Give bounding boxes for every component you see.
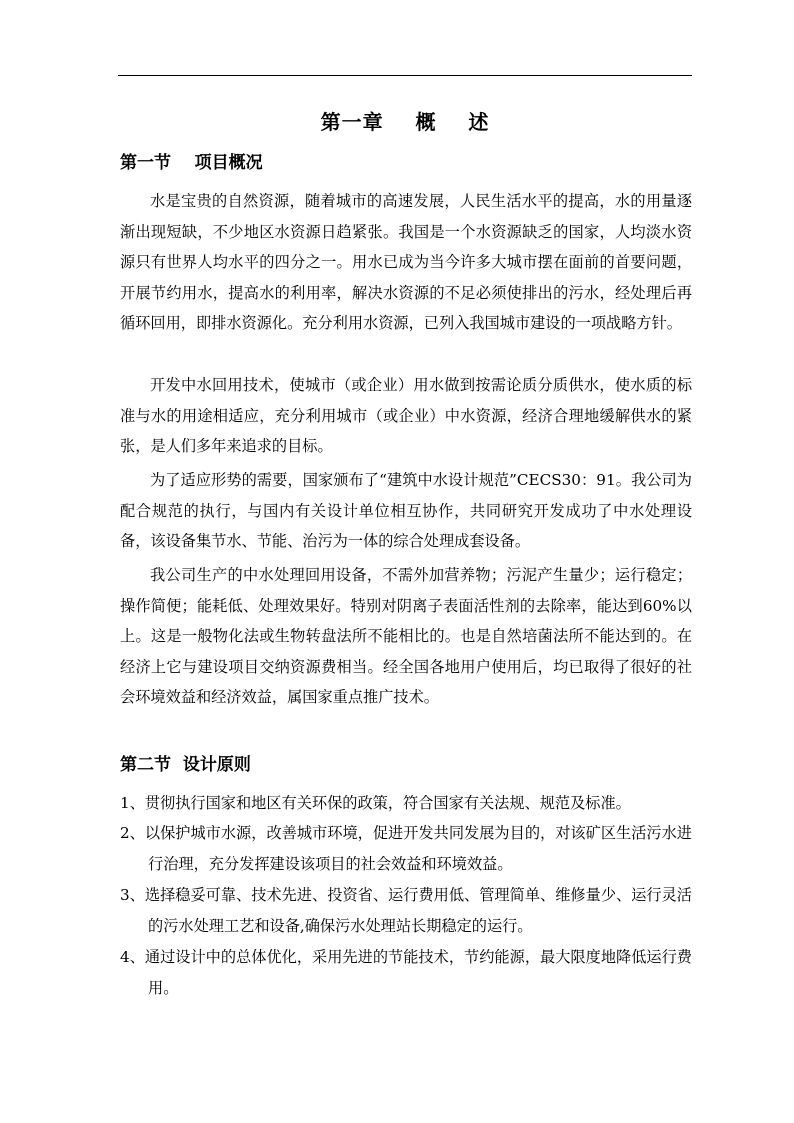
overview-paragraph-1: 水是宝贵的自然资源，随着城市的高速发展，人民生活水平的提高，水的用量逐渐出现短缺，不少地区水资源日趋紧张。我国是一个水资源缺乏的国家，人均淡水资源只有世界人均水平的四分之一。用水已成为当今许多大城市摆在面前的首要问题，开展节约用水，提高水的利用率，解决水资源的不足必须使排出的污水，经处理后再循环回用，即排水资源化。充分利用水资源，已列入我国城市建设的一项战略方针。 — [120, 192, 692, 332]
overview-paragraph-2: 开发中水回用技术，使城市（或企业）用水做到按需论质分质供水，使水质的标准与水的用途相适应，充分利用城市（或企业）中水资源，经济合理地缓解供水的紧张，是人们多年来追求的目标。 — [120, 376, 692, 455]
principle-item-3: 3、选择稳妥可靠、技术先进、投资省、运行费用低、管理简单、维修量少、运行灵活的污水处理工艺和设备,确保污水处理站长期稳定的运行。 — [120, 886, 692, 935]
principle-item-2: 2、以保护城市水源，改善城市环境，促进开发共同发展为目的，对该矿区生活污水进行治理，充分发挥建设该项目的社会效益和环境效益。 — [120, 824, 692, 873]
principle-item-4: 4、通过设计中的总体优化，采用先进的节能技术，节约能源，最大限度地降低运行费用。 — [120, 948, 692, 997]
section-heading-principles: 第二节 设计原则 — [120, 755, 251, 775]
principle-item-1: 1、贯彻执行国家和地区有关环保的政策，符合国家有关法规、规范及标准。 — [120, 794, 631, 812]
chapter-title: 第一章 概 述 — [320, 110, 490, 134]
overview-paragraph-4: 我公司生产的中水处理回用设备，不需外加营养物；污泥产生量少；运行稳定；操作简便；能耗低、处理效果好。特别对阴离子表面活性剂的去除率，能达到60%以上。这是一般物化法或生物转盘法所不能相比的。也是自然培菌法所不能达到的。在经济上它与建设项目交纳资源费相当。经全国各地用户使用后，均已取得了很好的社会环境效益和经济效益，属国家重点推广技术。 — [120, 566, 692, 706]
header-rule — [118, 75, 692, 76]
section-heading-overview: 第一节 项目概况 — [120, 153, 263, 173]
overview-paragraph-3: 为了适应形势的需要，国家颁布了“建筑中水设计规范”CECS30：91。我公司为配合规范的执行，与国内有关设计单位相互协作，共同研究开发成功了中水处理设备，该设备集节水、节能、治污为一体的综合处理成套设备。 — [120, 471, 692, 550]
